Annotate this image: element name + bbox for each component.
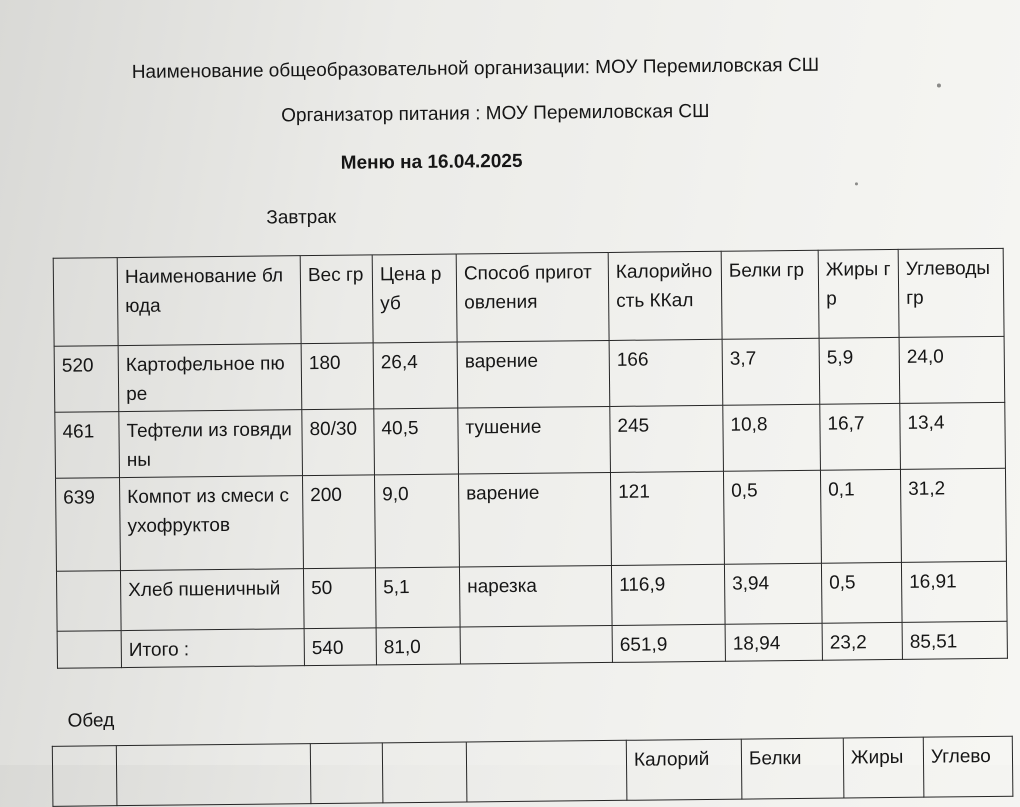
header-fat: Жиры <box>843 737 924 798</box>
row-price: 26,4 <box>373 342 458 409</box>
row-weight: 80/30 <box>302 409 375 476</box>
header-method: Способ приготовления <box>456 252 609 342</box>
total-protein: 18,94 <box>725 623 822 661</box>
header-protein: Белки <box>741 738 844 799</box>
row-weight: 50 <box>303 568 376 629</box>
row-weight: 180 <box>301 343 374 410</box>
total-price: 81,0 <box>376 627 460 665</box>
row-carbs: 16,91 <box>901 561 1007 622</box>
paper-speck <box>855 182 858 185</box>
header-fat: Жиры гр <box>818 249 899 338</box>
menu-date-title: Меню на 16.04.2025 <box>340 150 523 174</box>
row-method: тушение <box>458 406 611 474</box>
header-protein: Белки гр <box>721 250 819 339</box>
total-code <box>57 631 121 669</box>
organizer-line: Организатор питания : МОУ Перемиловская СШ <box>281 100 710 127</box>
organization-line: Наименование общеобразовательной организации: МОУ Перемиловская СШ <box>131 54 820 83</box>
row-calories: 245 <box>610 405 724 472</box>
header-carbs: Углеводы гр <box>898 248 1004 337</box>
row-calories: 166 <box>609 339 723 406</box>
total-carbs: 85,51 <box>902 621 1007 659</box>
lunch-title: Обед <box>67 710 115 732</box>
row-name: Тефтели из говядины <box>119 410 303 478</box>
breakfast-header-row <box>53 248 1004 346</box>
lunch-table <box>52 736 1014 807</box>
row-protein: 10,8 <box>723 404 821 471</box>
table-row <box>56 468 1007 571</box>
row-fat: 0,1 <box>820 469 901 563</box>
row-method: нарезка <box>459 565 612 627</box>
table-row <box>55 402 1006 478</box>
row-name: Компот из смеси сухофруктов <box>120 476 304 571</box>
row-method: варение <box>458 472 611 567</box>
paper-speck <box>937 83 941 87</box>
header-weight <box>310 743 383 804</box>
row-calories: 121 <box>610 471 724 565</box>
header-method <box>466 740 627 802</box>
row-fat: 16,7 <box>820 403 901 470</box>
row-protein: 3,7 <box>722 338 820 405</box>
row-protein: 3,94 <box>724 563 822 624</box>
row-price: 40,5 <box>374 408 459 475</box>
row-carbs: 13,4 <box>900 402 1006 469</box>
header-calories: Калорий <box>626 739 742 800</box>
header-name: Наименование блюда <box>117 256 301 346</box>
header-price: Цена руб <box>372 254 457 343</box>
header-price <box>382 742 467 803</box>
table-row <box>56 561 1007 631</box>
header-name <box>116 744 311 806</box>
row-calories: 116,9 <box>611 564 725 625</box>
lunch-header-row <box>52 736 1013 806</box>
row-carbs: 24,0 <box>899 336 1005 403</box>
total-weight: 540 <box>304 628 376 666</box>
header-calories: Калорийность ККал <box>608 251 722 340</box>
row-method: варение <box>457 340 610 408</box>
total-method <box>460 625 612 664</box>
total-calories: 651,9 <box>612 624 725 662</box>
row-fat: 5,9 <box>819 337 900 404</box>
row-code: 461 <box>55 412 120 479</box>
row-name: Картофельное пюре <box>118 344 302 412</box>
table-row <box>54 336 1005 412</box>
header-weight: Вес гр <box>300 255 373 344</box>
row-code <box>56 571 121 632</box>
row-price: 9,0 <box>374 474 459 568</box>
total-label: Итого : <box>121 629 304 668</box>
total-fat: 23,2 <box>822 622 902 660</box>
header-carbs: Углево <box>923 736 1013 797</box>
row-protein: 0,5 <box>723 470 821 564</box>
row-carbs: 31,2 <box>900 468 1006 562</box>
row-weight: 200 <box>302 475 375 569</box>
row-code: 520 <box>54 346 119 413</box>
row-code: 639 <box>56 478 121 572</box>
row-name: Хлеб пшеничный <box>120 569 304 631</box>
row-fat: 0,5 <box>821 562 902 623</box>
row-price: 5,1 <box>375 567 460 628</box>
breakfast-title: Завтрак <box>266 206 337 229</box>
header-code <box>52 746 117 807</box>
header-code <box>53 258 118 347</box>
breakfast-table <box>53 248 1008 669</box>
